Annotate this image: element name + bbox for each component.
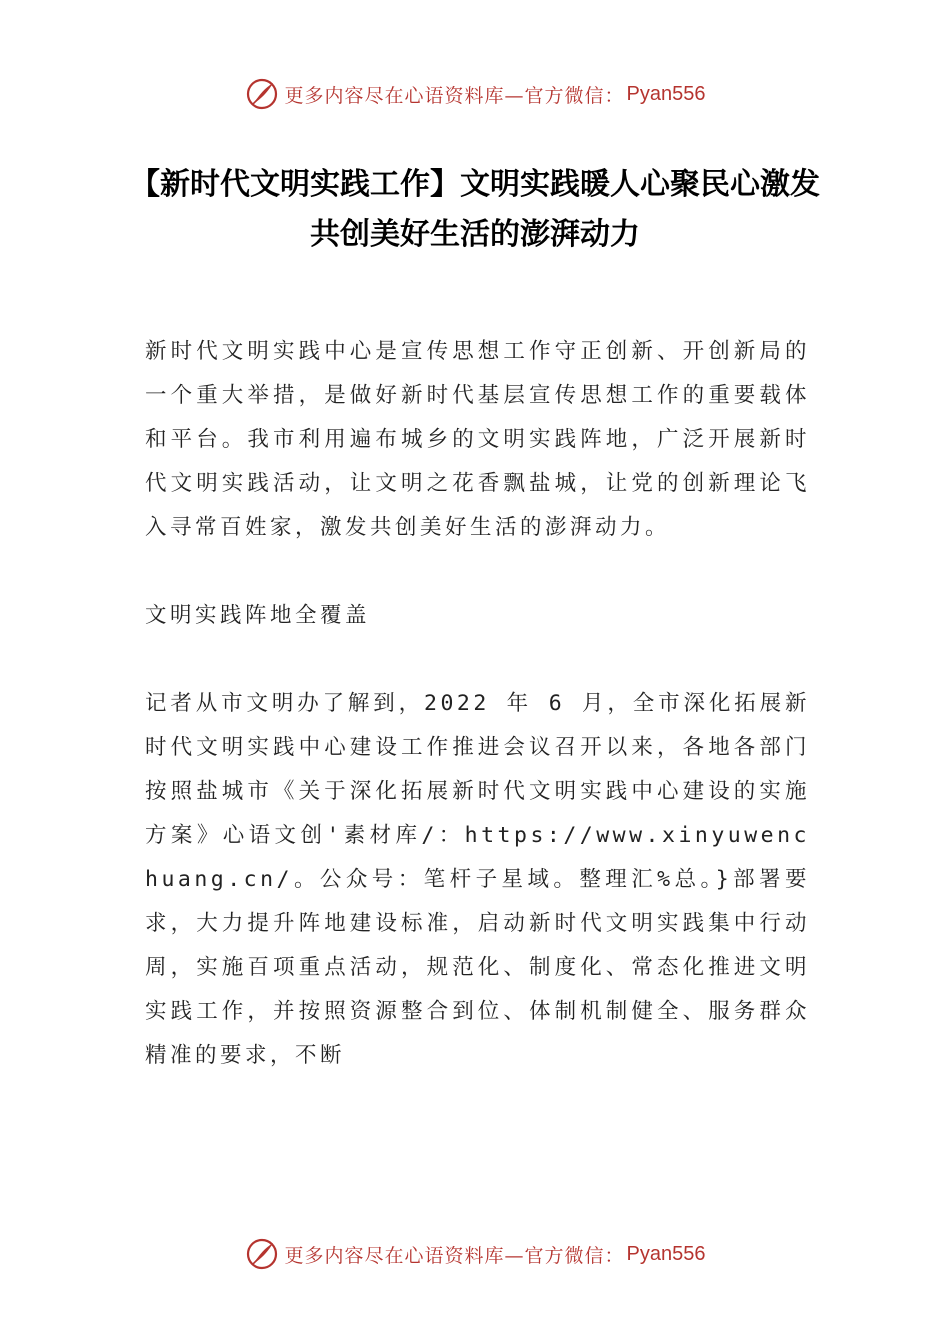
footer-wechat-id: Pyan556 bbox=[626, 1242, 706, 1265]
paragraph-report: 记者从市文明办了解到，2022 年 6 月，全市深化拓展新时代文明实践中心建设工作推进会议召开以来，各地各部门按照盐城市《关于深化拓展新时代文明实践中心建设的实施方案》心语文创'素材库/：https://www.xinyuwenchuang.cn/。公众号：笔杆子星域。整理汇%总。}部署要求，大力提升阵地建设标准，启动新时代文明实践集中行动周，实施百项重点活动，规范化、制度化、常态化推进文明实践工作，并按照资源整合到位、体制机制健全、服务群众精准的要求，不断 bbox=[145, 691, 810, 1068]
footer-banner bbox=[0, 1234, 950, 1274]
quill-logo-icon bbox=[245, 1237, 279, 1271]
header-banner bbox=[0, 74, 950, 114]
document-body bbox=[145, 330, 810, 1078]
paragraph-intro: 新时代文明实践中心是宣传思想工作守正创新、开创新局的一个重大举措，是做好新时代基层宣传思想工作的重要载体和平台。我市利用遍布城乡的文明实践阵地，广泛开展新时代文明实践活动，让文明之花香飘盐城，让党的创新理论飞入寻常百姓家，激发共创美好生活的澎湃动力。 bbox=[145, 339, 810, 540]
header-banner-text: 更多内容尽在心语资料库—官方微信： bbox=[284, 84, 625, 107]
header-wechat-id: Pyan556 bbox=[626, 82, 706, 105]
section-subheading: 文明实践阵地全覆盖 bbox=[145, 603, 371, 628]
footer-banner-text: 更多内容尽在心语资料库—官方微信： bbox=[284, 1244, 625, 1267]
document-title: 【新时代文明实践工作】文明实践暖人心聚民心激发共创美好生活的澎湃动力 bbox=[130, 167, 820, 252]
quill-logo-icon bbox=[245, 77, 279, 111]
